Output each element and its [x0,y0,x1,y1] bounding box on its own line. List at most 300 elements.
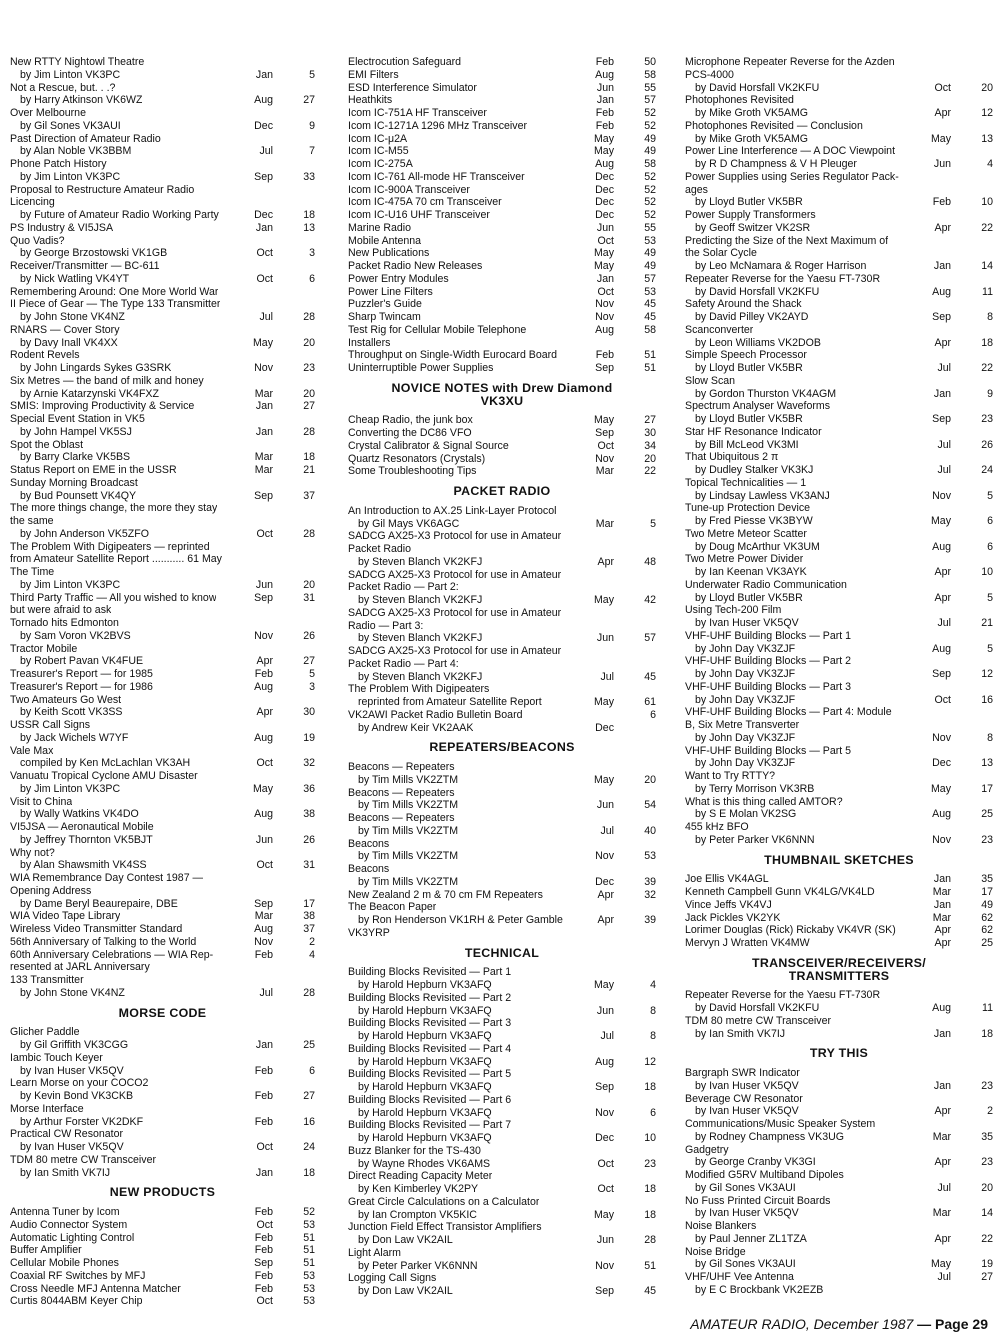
entry-month: Jan [255,221,273,234]
index-entry [348,209,656,222]
entry-month: Feb [254,948,273,961]
entry-month: Sep [254,591,273,604]
entry-title: EMI Filters [348,68,399,81]
entry-month: Apr [934,1105,951,1118]
entry-month: May [252,336,273,349]
entry-title: by E C Brockbank VK2EZB [695,1283,824,1296]
index-entry [685,1195,993,1208]
index-entry [10,337,315,350]
entry-page: 31 [303,859,315,872]
index-entry [10,349,315,362]
entry-page: 52 [644,170,656,183]
index-entry [685,82,993,95]
index-column-2 [348,56,656,1298]
entry-month: Sep [595,1081,614,1093]
entry-title: Joe Ellis VK4AGL [685,873,769,886]
entry-month: Nov [595,311,614,323]
index-entry [10,694,315,707]
entry-title: SMIS: Improving Productivity & Service [10,400,195,413]
index-entry [348,901,656,914]
entry-title: RNARS — Cover Story [10,323,120,336]
entry-page: 2 [309,935,315,948]
index-entry [348,82,656,95]
index-entry [685,464,993,477]
index-entry [685,171,993,184]
index-entry [348,247,656,260]
entry-title: compiled by Ken McLachlan VK3AH [20,757,191,770]
index-entry [348,1234,656,1247]
entry-page: 53 [303,1218,315,1231]
index-entry [10,987,315,1000]
index-entry [348,1119,656,1132]
entry-title: New RTTY Nightowl Theatre [10,56,145,68]
index-entry [348,1145,656,1158]
index-entry [685,553,993,566]
entry-title: by John Hampel VK5SJ [20,425,132,438]
index-entry [348,286,656,299]
entry-title: by Don Law VK2AIL [358,1234,453,1246]
index-entry [348,1094,656,1107]
entry-page: 20 [981,1181,993,1194]
index-entry [348,427,656,440]
entry-title: 60th Anniversary Celebrations — WIA Rep- [10,948,214,961]
entry-title: Two Metre Power Divider [685,553,804,566]
index-entry [685,1080,993,1093]
entry-month: Oct [256,757,273,770]
index-entry [10,209,315,222]
index-entry [348,1005,656,1018]
entry-page: 49 [644,132,656,145]
entry-month: Aug [932,285,951,298]
entry-page: 17 [981,782,993,795]
entry-page: 57 [644,272,656,285]
index-entry [10,413,315,426]
index-entry [348,812,656,825]
index-entry [348,543,656,556]
entry-title: Building Blocks Revisited — Part 4 [348,1042,512,1055]
section-heading-text: NOVICE NOTES with Drew Diamond [391,381,613,395]
entry-page: 32 [644,888,656,901]
entry-title: Gadgetry [685,1143,729,1156]
entry-page: 53 [644,234,656,247]
index-entry [685,821,993,834]
index-entry [348,787,656,800]
entry-title: Two Amateurs Go West [10,693,122,706]
entry-title: Mobile Antenna [348,234,422,247]
index-entry [10,311,315,324]
index-entry [10,298,315,311]
entry-page: 39 [644,875,656,888]
entry-title: by Wally Watkins VK4DO [20,808,139,821]
entry-title: Tornado hits Edmonton [10,617,119,629]
entry-month: Apr [934,107,951,119]
index-entry [685,337,993,350]
entry-page: 53 [303,1282,315,1295]
entry-page: 37 [303,923,315,935]
entry-month: Apr [597,914,614,926]
index-entry [685,1284,993,1297]
index-entry [10,1270,315,1283]
entry-title: Jack Pickles VK2YK [685,911,781,924]
entry-title: by Lindsay Lawless VK3ANJ [695,489,830,502]
entry-month: Jul [600,670,614,683]
entry-title: by Peter Parker VK6NNN [358,1259,478,1272]
entry-page: 12 [981,668,993,680]
entry-title: VHF-UHF Building Blocks — Part 1 [685,629,852,642]
section-heading [685,854,993,867]
entry-month: Nov [595,452,614,465]
index-entry [348,260,656,273]
index-entry [348,799,656,812]
entry-page: 23 [981,833,993,846]
entry-month: Aug [932,642,951,655]
entry-month: Sep [254,1257,273,1269]
entry-title: Test Rig for Cellular Mobile Telephone [348,323,527,336]
entry-page: 52 [644,119,656,132]
entry-title: by Harold Hepburn VK3AFQ [358,1030,492,1042]
entry-title: Third Party Traffic — All you wished to know [10,591,217,604]
entry-title: by Lloyd Butler VK5BR [695,362,803,374]
entry-month: Aug [932,540,951,553]
index-entry [685,1131,993,1144]
entry-month: Apr [934,591,951,604]
entry-page: 17 [981,886,993,898]
entry-month: Feb [254,1090,273,1102]
entry-title: by Jack Wichels W7YF [20,731,129,744]
entry-title: Packet Radio New Releases [348,260,483,272]
index-entry [10,196,315,209]
entry-page: 20 [644,452,656,465]
section-heading-text: PACKET RADIO [453,485,551,498]
entry-page: 52 [644,209,656,221]
entry-title: by John Day VK3ZJF [695,731,796,744]
entry-page: 62 [981,924,993,937]
entry-month: Sep [932,668,951,680]
entry-page: 36 [303,782,315,795]
entry-title: by Jim Linton VK3PC [20,170,121,183]
entry-page: 30 [644,427,656,439]
entry-title: Installers [348,336,391,349]
entry-month: May [930,132,951,145]
index-entry [685,375,993,388]
entry-month: May [593,145,614,158]
entry-title: Icom IC-900A Transceiver [348,183,470,196]
index-entry [348,722,656,735]
entry-title: Treasurer's Report — for 1985 [10,668,153,680]
entry-month: May [593,979,614,991]
entry-page: 49 [644,145,656,158]
entry-month: Oct [256,527,273,540]
index-entry [10,592,315,605]
entry-title: Building Blocks Revisited — Part 3 [348,1017,512,1030]
entry-title: TDM 80 metre CW Transceiver [685,1014,831,1027]
entry-title: by John Day VK3ZJF [695,668,796,680]
entry-page: 4 [987,158,993,170]
entry-page: 5 [309,68,315,81]
entry-page: 53 [644,285,656,298]
entry-page: 18 [644,1081,656,1093]
entry-title: by Tim Mills VK2ZTM [358,875,459,888]
entry-page: 52 [644,196,656,209]
index-column-3 [685,56,993,1297]
entry-page: 53 [303,1269,315,1282]
entry-page: 27 [303,1090,315,1102]
section-heading-text: THUMBNAIL SKETCHES [764,853,914,867]
index-entry [685,706,993,719]
index-entry [685,643,993,656]
entry-month: Mar [254,464,273,476]
entry-month: Sep [254,489,273,502]
entry-title: by John Anderson VK5ZFO [20,527,149,540]
index-entry [10,260,315,273]
entry-page: 32 [303,757,315,770]
index-entry [348,1272,656,1285]
index-entry [348,850,656,863]
entry-title: Vince Jeffs VK4VJ [685,898,772,911]
entry-page: 51 [644,349,656,362]
index-entry [685,770,993,783]
entry-title: by S E Molan VK2SG [695,808,797,821]
section-heading-text: VK3XU [480,394,524,408]
entry-month: Jul [937,362,951,374]
entry-title: Packet Radio — Part 4: [348,657,459,670]
index-entry [348,581,656,594]
entry-page: 6 [987,515,993,527]
index-entry [348,235,656,248]
index-entry [685,273,993,286]
entry-title: Why not? [10,846,55,859]
index-entry [10,566,315,579]
index-entry [348,273,656,286]
entry-title: but were afraid to ask [10,604,112,617]
index-entry [10,477,315,490]
entry-month: Feb [254,1231,273,1244]
entry-title: Antenna Tuner by Icom [10,1206,120,1218]
entry-month: May [593,696,614,708]
entry-title: The Beacon Paper [348,901,437,914]
entry-title: PS Industry & VI5JSA [10,221,114,234]
index-entry [685,1093,993,1106]
entry-title: by John Day VK3ZJF [695,693,796,706]
entry-month: Aug [595,1055,614,1068]
index-entry [348,324,656,337]
entry-month: Oct [256,859,273,872]
entry-page: 17 [303,897,315,910]
entry-title: Photophones Revisited — Conclusion [685,119,863,132]
index-entry [10,158,315,171]
index-entry [685,1233,993,1246]
index-entry [348,1170,656,1183]
entry-title: by Steven Blanch VK2KFJ [358,555,483,568]
entry-month: Mar [254,387,273,400]
entry-title: Building Blocks Revisited — Part 7 [348,1119,512,1132]
entry-title: Direct Reading Capacity Meter [348,1170,493,1183]
entry-month: Nov [932,833,951,846]
entry-title: by Ken Kimberley VK2PY [358,1183,479,1195]
index-entry [685,515,993,528]
index-entry [685,694,993,707]
entry-page: 49 [644,247,656,260]
entry-title: VK3YRP [348,926,390,939]
entry-month: Jun [933,158,951,170]
index-entry [685,604,993,617]
section-heading [685,1047,993,1060]
entry-page: 18 [644,1208,656,1221]
entry-month: Oct [256,1141,273,1153]
entry-title: Vanuatu Tropical Cyclone AMU Disaster [10,770,198,782]
entry-page: 58 [644,68,656,81]
entry-title: by R D Champness & V H Pleuger [695,158,857,170]
index-entry [685,324,993,337]
entry-title: Rodent Revels [10,349,80,362]
entry-title: by Gil Mays VK6AGC [358,517,460,530]
page-number: — Page 29 [917,1316,988,1332]
index-entry [685,592,993,605]
entry-page: 14 [981,260,993,272]
index-entry [685,69,993,82]
entry-page: 10 [981,196,993,209]
entry-title: Icom IC-275A [348,158,413,170]
index-entry [10,604,315,617]
entry-month: May [593,1208,614,1221]
index-entry [348,518,656,531]
entry-title: by Tim Mills VK2ZTM [358,773,459,786]
entry-title: Microphone Repeater Reverse for the Azden [685,56,895,68]
entry-page: 8 [650,1004,656,1017]
entry-title: by John Stone VK4NZ [20,311,125,323]
entry-page: 25 [981,808,993,821]
entry-title: Glicher Paddle [10,1026,80,1039]
entry-title: Audio Connector System [10,1218,128,1231]
index-entry [10,898,315,911]
section-heading [348,395,656,408]
entry-title: Morse Interface [10,1102,84,1115]
index-entry [10,145,315,158]
entry-month: May [593,594,614,606]
entry-month: Oct [256,1295,273,1308]
entry-month: Jan [255,400,273,413]
entry-page: 54 [644,799,656,812]
entry-month: Nov [254,362,273,374]
index-entry [685,1271,993,1284]
section-heading-text: TRY THIS [809,1047,869,1060]
index-entry [348,709,656,722]
entry-month: Feb [932,196,951,209]
index-entry [685,541,993,554]
section-heading-text: NEW PRODUCTS [109,1186,216,1199]
entry-title: Cheap Radio, the junk box [348,414,473,427]
index-entry [348,311,656,324]
index-entry [348,349,656,362]
entry-title: the Solar Cycle [685,247,757,260]
entry-title: by Steven Blanch VK2KFJ [358,594,483,606]
index-entry [10,133,315,146]
index-entry [685,120,993,133]
index-entry [348,158,656,171]
entry-month: Jun [596,799,614,812]
entry-title: by Harold Hepburn VK3AFQ [358,1055,492,1068]
index-entry [685,668,993,681]
entry-page: 28 [303,425,315,438]
entry-title: Uninterruptible Power Supplies [348,362,494,374]
index-entry [348,1081,656,1094]
entry-month: May [593,132,614,145]
entry-title: by Doug McArthur VK3UM [695,540,820,553]
index-entry [348,658,656,671]
entry-title: Special Event Station in VK5 [10,413,145,425]
index-entry [10,222,315,235]
index-entry [685,94,993,107]
entry-page: 55 [644,221,656,234]
entry-month: May [593,773,614,786]
entry-title: Power Supplies using Series Regulator Pack- [685,170,899,183]
index-entry [685,286,993,299]
index-entry [685,158,993,171]
entry-month: Feb [254,1206,273,1218]
entry-title: Beacons — Repeaters [348,786,455,799]
entry-title: by Steven Blanch VK2KFJ [358,632,483,645]
index-entry [685,834,993,847]
index-entry [685,681,993,694]
entry-title: by Alan Noble VK3BBM [20,145,132,158]
entry-title: by Harold Hepburn VK3AFQ [358,1004,492,1017]
entry-title: WIA Remembrance Day Contest 1987 — [10,872,204,884]
index-entry [348,298,656,311]
entry-month: Aug [254,808,273,821]
index-entry [348,1030,656,1043]
section-heading [685,970,993,983]
entry-title: Tractor Mobile [10,642,78,655]
entry-month: Jul [600,824,614,837]
entry-title: by Keith Scott VK3SS [20,706,123,719]
entry-page: 6 [987,540,993,553]
entry-title: by Harold Hepburn VK3AFQ [358,979,492,991]
entry-page: 6 [650,708,656,721]
index-entry [685,413,993,426]
entry-page: 20 [303,578,315,591]
entry-month: Jul [937,1271,951,1283]
entry-title: by Leo McNamara & Roger Harrison [695,260,867,272]
entry-title: Electrocution Safeguard [348,56,462,68]
index-entry [10,1206,315,1219]
index-entry [685,732,993,745]
index-entry [10,1219,315,1232]
entry-title: Status Report on EME in the USSR [10,464,177,476]
entry-month: Oct [256,272,273,285]
entry-title: Photophones Revisited [685,94,794,107]
index-entry [348,1247,656,1260]
entry-title: by Steven Blanch VK2KFJ [358,670,483,683]
index-entry [685,1002,993,1015]
entry-month: Jul [259,986,273,999]
entry-page: 18 [303,451,315,464]
index-entry [685,1182,993,1195]
entry-title: by Kevin Bond VK3CKB [20,1090,134,1102]
entry-title: Coaxial RF Switches by MFJ [10,1269,146,1282]
entry-title: Wireless Video Transmitter Standard [10,923,183,935]
entry-title: SADCG AX25-X3 Protocol for use in Amateur [348,530,562,543]
entry-month: Feb [595,119,614,132]
entry-title: WIA Video Tape Library [10,910,121,923]
entry-month: Oct [934,81,951,94]
entry-title: Treasurer's Report — for 1986 [10,680,153,693]
entry-title: Remembering Around: One More World War [10,285,219,298]
entry-title: by Jim Linton VK3PC [20,782,121,795]
index-entry [10,426,315,439]
entry-page: 52 [303,1206,315,1218]
entry-title: by Gordon Thurston VK4AGM [695,387,837,400]
index-entry [348,761,656,774]
